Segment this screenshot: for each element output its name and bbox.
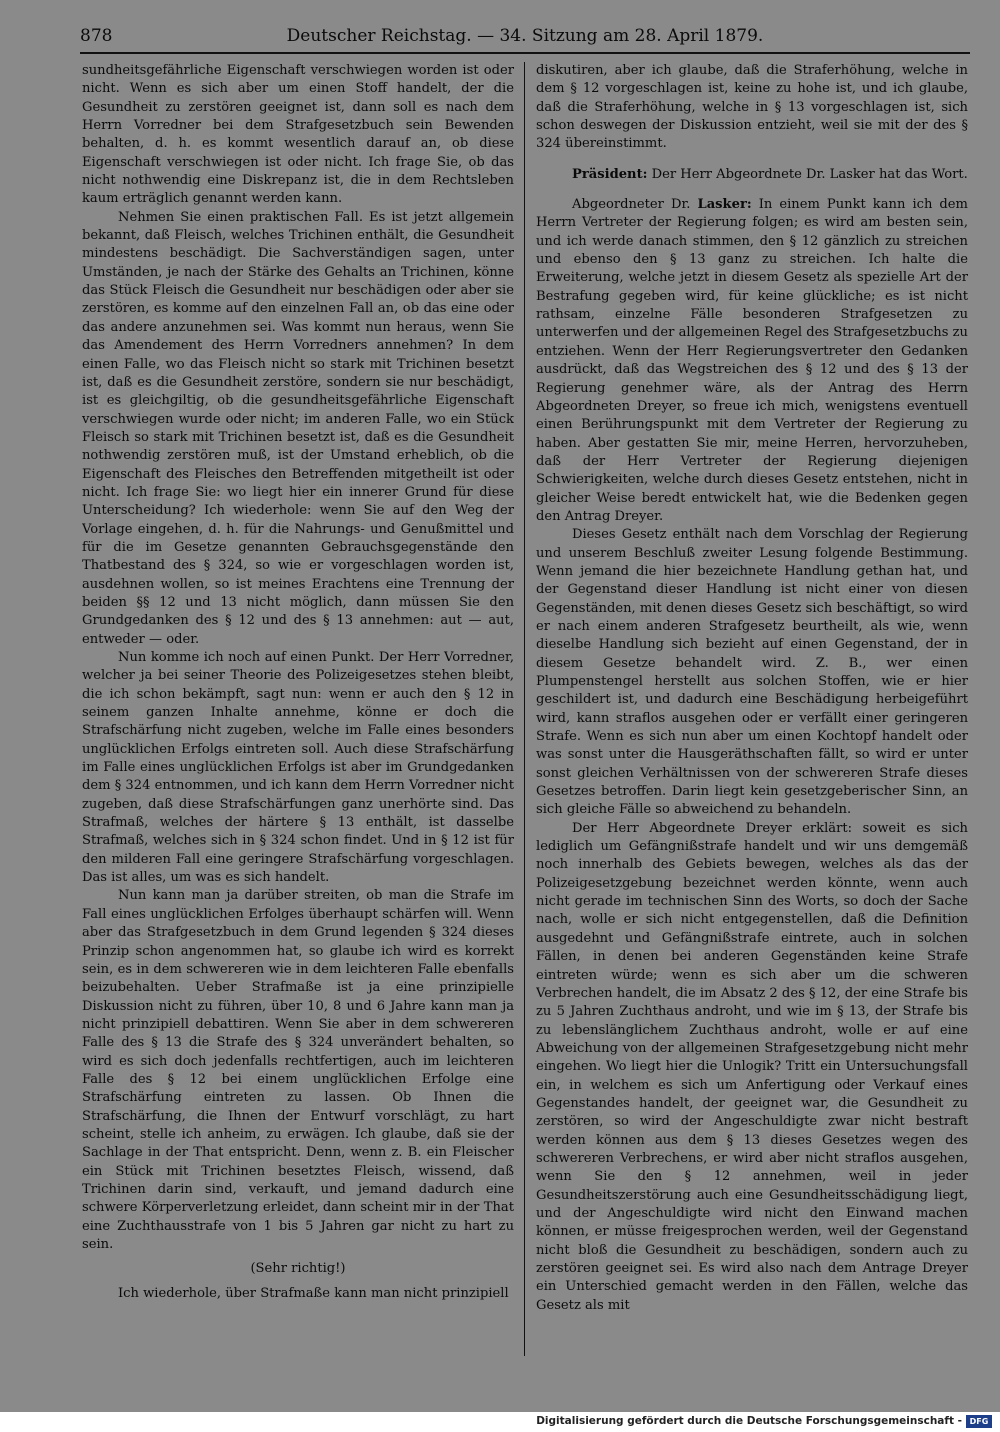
paragraph: Nun komme ich noch auf einen Punkt. Der Herr Vorredner, welcher ja bei seiner Theorie des Polizeigesetzes stehen bleibt, die ich schon bekämpft, sagt nun: wenn er auch den § 12 in seinem ganzen Inhalte annehme, könne er doch die Strafschärfung nicht zugeben, welche im Falle eines besonders unglücklichen Erfolgs eintreten soll. Auch diese Strafschärfung im Falle eines unglücklichen Erfolgs ist aber im Grundgedanken dem § 324 entnommen, und ich kann dem Herrn Vorredner nicht zugeben, daß diese Strafschärfungen ganz unerhörte sind. Das Strafmaß, welches der härtere § 13 enthält, ist dasselbe Strafmaß, welches sich in § 324 schon findet. Und in § 12 ist für den milderen Fall eine geringere Strafschärfung vorgeschlagen. Das ist alles, um was es sich handelt.: [82, 650, 514, 886]
speech-text: In einem Punkt kann ich dem Herrn Vertreter der Regierung folgen; es wird am besten sein, und ich werde danach stimmen, den § 12 gänzlich zu streichen und ebenso den § 13 ganz zu streichen. Ich halte die Erweiterung, welche jetzt in diesem Gesetz als spezielle Art der Bestrafung gegeben wird, für keine glückliche; es ist nicht rathsam, einzelne Fälle besonderen Strafgesetzen zu unterwerfen und der allgemeinen Regel des Strafgesetzbuchs zu entziehen. Wenn der Herr Regierungsvertreter den Gedanken ausdrückt, daß das Wegstreichen des § 12 und des § 13 der Regierung genehmer wäre, als der Antrag des Herrn Abgeordneten Dreyer, so freue ich mich, wenigstens eventuell einen Berührungspunkt mit dem Vertreter der Regierung zu haben. Aber gestatten Sie mir, meine Herren, hervorzuheben, daß der Herr Vertreter der Regierung diejenigen Schwierigkeiten, welche durch dieses Gesetz entstehen, nicht in gleicher Weise beredt entwickelt hat, wie die Bedenken gegen den Antrag Dreyer.: [536, 197, 968, 524]
speaker-name: Lasker:: [697, 197, 752, 213]
paragraph: Der Herr Abgeordnete Dreyer erklärt: soweit es sich lediglich um Gefängnißstrafe handelt und wir uns demgemäß noch innerhalb des Gebiets bewegen, welches als das der Polizeigesetzgebung bezeichnet werden könnte, wenn auch nicht gerade im technischen Sinn des Worts, so doch der Sache nach, wolle er sich nicht entgegenstellen, daß die Definition ausgedehnt und Gefängnißstrafe eintrete, auch in solchen Fällen, in denen bei anderen Gegenständen keine Strafe eintreten würde; wenn es sich aber um die schweren Verbrechen handelt, die im Absatz 2 des § 12, der eine Strafe bis zu 5 Jahren Zuchthaus androht, und wie im § 13, der Strafe bis zu lebenslänglichem Zuchthaus androht, wolle er auf eine Abweichung von der allgemeinen Strafgesetzgebung nicht mehr eingehen. Wo liegt hier die Unlogik? Tritt ein Untersuchungsfall ein, in welchem es sich um Anfertigung oder Verkauf eines Gegenstandes handelt, der geeignet war, die Gesundheit zu zerstören, so wird der Angeschuldigte zwar nicht bestraft werden können aus dem § 13 dieses Gesetzes wegen des schwereren Verbrechens, er wird aber nicht straflos ausgehen, wenn Sie den § 12 annehmen, weil in jeder Gesundheitszerstörung auch eine Gesundheitsschädigung liegt, und der Angeschuldigte wird nicht den Einwand machen können, er müsse freigesprochen werden, weil der Gegenstand nicht bloß die Gesundheit zu beschädigen, sondern auch zu zerstören geeignet sei. Es wird also nach dem Antrage Dreyer ein Unterschied gemacht werden in den Fällen, welche das Gesetz als mit: [536, 820, 968, 1313]
paragraph: diskutiren, aber ich glaube, daß die Straferhöhung, welche in dem § 12 vorgeschlagen ist, keine zu hohe ist, und ich glaube, daß die Straferhöhung, welche in § 13 vorgeschlagen ist, sich schon deswegen der Diskussion entzieht, weil sie mit der des § 324 übereinstimmt.: [536, 63, 968, 152]
speaker-intro: Abgeordneter Dr.: [572, 197, 691, 213]
speaker-name: Präsident:: [572, 166, 648, 182]
paragraph: Ich wiederhole, über Strafmaße kann man nicht prinzipiell: [118, 1285, 509, 1301]
right-column: [536, 62, 968, 1356]
dfg-logo: DFG: [966, 1415, 992, 1428]
header-rule: [80, 52, 970, 54]
lasker-speech: [536, 196, 968, 526]
interjection: (Sehr richtig!): [250, 1261, 346, 1277]
paragraph: sundheitsgefährliche Eigenschaft verschwiegen worden ist oder nicht. Wenn es sich aber um einen Stoff handelt, der die Gesundheit zu zerstören geeignet ist, dann soll es nach dem Herrn Vorredner bei dem Strafgesetzbuch sein Bewenden behalten, d. h. es kommt wesentlich darauf an, ob diese Eigenschaft verschwiegen ist oder nicht. Ich frage Sie, ob das nicht nothwendig eine Diskrepanz ist, die in dem Rechtsleben kaum erträglich genannt werden kann.: [82, 63, 514, 207]
page-number: 878: [80, 26, 113, 46]
digitization-credit: Digitalisierung gefördert durch die Deutsche Forschungsgemeinschaft -: [536, 1415, 962, 1427]
paragraph: Dieses Gesetz enthält nach dem Vorschlag der Regierung und unserem Beschluß zweiter Lesung folgende Bestimmung. Wenn jemand die hier bezeichnete Handlung gethan hat, und der Gegenstand dieser Handlung ist nicht einer von diesen Gegenständen, mit denen dieses Gesetz sich beschäftigt, so wird er nach einem anderen Strafgesetz beurtheilt, als wie, wenn dieselbe Handlung sich bezieht auf einen Gegenstand, der in diesem Gesetze behandelt wird. Z. B., wer einen Plumpenstengel herstellt aus solchen Stoffen, wie er hier geschildert ist, und dadurch eine Beschädigung herbeigeführt wird, kann straflos ausgehen oder er verfällt einer geringeren Strafe. Wenn es sich nun aber um einen Kochtopf handelt oder was sonst unter die Hausgeräthschaften fällt, so wird er unter sonst gleichen Verhältnissen von der schwereren Strafe dieses Gesetzes betroffen. Darin liegt kein gesetzgeberischer Sinn, an sich gleiche Fälle so abweichend zu behandeln.: [536, 527, 968, 818]
footer-bar: [0, 1412, 1000, 1432]
page-header: [80, 22, 970, 50]
left-column: [82, 62, 514, 1356]
speech-text: Der Herr Abgeordnete Dr. Lasker hat das Wort.: [651, 166, 968, 182]
president-statement: [536, 166, 968, 184]
page-title: Deutscher Reichstag. — 34. Sitzung am 28. April 1879.: [286, 26, 764, 46]
paragraph: Nun kann man ja darüber streiten, ob man die Strafe im Fall eines unglücklichen Erfolges überhaupt schärfen will. Wenn aber das Strafgesetzbuch in dem Grund legenden § 324 dieses Prinzip schon angenommen hat, so glaube ich wird es korrekt sein, es in dem schwereren wie in dem leichteren Falle ebenfalls beizubehalten. Ueber Strafmaße ist ja eine prinzipielle Diskussion nicht zu führen, über 10, 8 und 6 Jahre kann man ja nicht prinzipiell debattiren. Wenn Sie aber in dem schwereren Falle des § 13 die Strafe des § 324 unverändert behalten, so wird es sich doch jedenfalls rechtfertigen, auch im leichteren Falle des § 12 bei einem unglücklichen Erfolge eine Strafschärfung eintreten zu lassen. Ob Ihnen die Strafschärfung, die Ihnen der Entwurf vorschlägt, zu hart scheint, stelle ich anheim, zu erwägen. Ich glaube, daß sie der Sachlage in der That entspricht. Denn, wenn z. B. ein Fleischer ein Stück mit Trichinen besetztes Fleisch, wissend, daß Trichinen darin sind, verkauft, und jemand dadurch eine schwere Körperverletzung erleidet, dann scheint mir in der That eine Zuchthausstrafe von 1 bis 5 Jahren gar nicht zu hart zu sein.: [82, 888, 514, 1252]
paragraph: Nehmen Sie einen praktischen Fall. Es ist jetzt allgemein bekannt, daß Fleisch, welches Trichinen enthält, die Gesundheit mindestens beschädigt. Die Sachverständigen sagen, unter Umständen, je nach der Stärke des Gehalts an Trichinen, könne das Stück Fleisch die Gesundheit nur beschädigen oder aber sie zerstören, es komme auf den einzelnen Fall an, ob das eine oder das andere anzunehmen sei. Was kommt nun heraus, wenn Sie das Amendement des Herrn Vorredners annehmen? In dem einen Falle, wo das Fleisch nicht so stark mit Trichinen besetzt ist, daß es die Gesundheit zerstöre, sondern sie nur beschädigt, ist es gleichgiltig, ob die gesundheitsgefährliche Eigenschaft verschwiegen wurde oder nicht; im anderen Falle, wo ein Stück Fleisch so stark mit Trichinen besetzt ist, daß es die Gesundheit nothwendig zerstören muß, ist der Umstand erheblich, ob die Eigenschaft des Fleisches den Betreffenden mitgetheilt ist oder nicht. Ich frage Sie: wo liegt hier ein innerer Grund für diese Unterscheidung? Ich wiederhole: wenn Sie auf den Weg der Vorlage eingehen, d. h. für die Nahrungs- und Genußmittel und für die im Gesetze genannten Gebrauchsgegenstände den Thatbestand des § 324, so wie er vorgeschlagen worden ist, ausdehnen wollen, so ist meines Erachtens eine Trennung der beiden §§ 12 und 13 nicht möglich, dann müssen Sie den Grundgedanken des § 12 und des § 13 annehmen: aut — aut, entweder — oder.: [82, 209, 514, 647]
column-divider: [524, 62, 525, 1356]
